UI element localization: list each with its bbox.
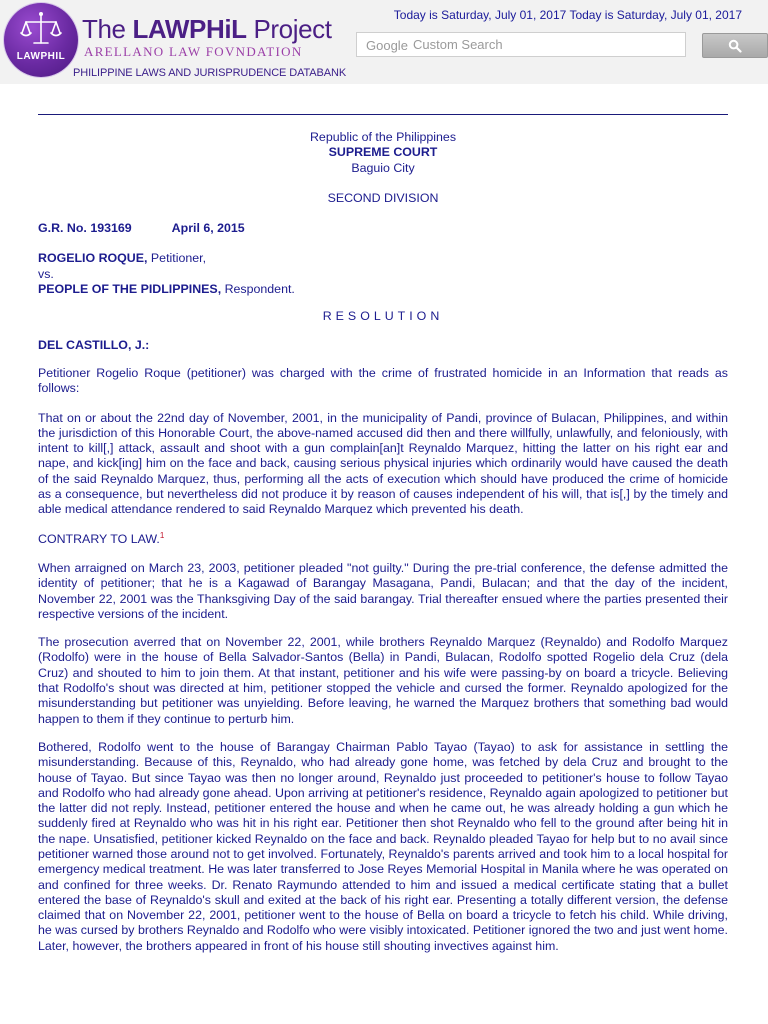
division-line: SECOND DIVISION — [327, 190, 439, 205]
paragraph-intro: Petitioner Rogelio Roque (petitioner) was charged with the crime of frustrated homicide in an Information that reads as follows: — [38, 365, 728, 396]
document-body — [38, 130, 728, 954]
site-title-bold: LAWPHiL — [132, 14, 247, 44]
court-city: Baguio City — [351, 160, 415, 175]
scales-of-justice-icon — [4, 3, 78, 77]
case-parties — [38, 251, 728, 297]
logo-text: LAWPHIL — [16, 51, 66, 62]
decision-date: April 6, 2015 — [171, 221, 245, 236]
google-brand-label: Google — [366, 38, 408, 53]
resolution-heading: RESOLUTION — [322, 309, 444, 324]
site-title[interactable] — [82, 14, 332, 44]
search-icon — [728, 39, 742, 53]
date-line: Today is Saturday, July 01, 2017 Today is Saturday, July 01, 2017 — [393, 8, 742, 22]
case-number-line — [38, 221, 728, 236]
court-header — [38, 130, 728, 206]
header-divider — [38, 114, 728, 115]
respondent-name: PEOPLE OF THE PIDLIPPINES, — [38, 282, 222, 297]
paragraph-prosecution: The prosecution averred that on November 22, 2001, while brothers Reynaldo Marquez (Reynaldo) and Rodolfo Marquez (Rodolfo) were in the house of Bella Salvador-Santos (Bella) in Pandi, Bulacan, Rodolfo spotted Rogelio dela Cruz (dela Cruz) and shouted to him to join them. At that instant, petitioner and his wife were passing-by on board a tricycle. Believing that Rodolfo's shout was directed at him, petitioner stopped the vehicle and cursed the former. Reynaldo apologized for the misunderstanding but petitioner was unyielding. Before leaving, he warned the Marquez brothers that something bad would happen to them if they continue to perturb him. — [38, 635, 728, 726]
search-button[interactable] — [702, 33, 768, 58]
footnote-link[interactable]: 1 — [159, 530, 165, 540]
petitioner-line — [38, 251, 728, 266]
paragraph-information: That on or about the 22nd day of November, 2001, in the municipality of Pandi, province of Bulacan, Philippines, and within the jurisdiction of this Honorable Court, the above-named accused did then and there willfully, unlawfully, and feloniously, with intent to kill[,] attack, assault and shoot with a gun complain[an]t Reynaldo Marquez, hitting the latter on his right ear and nape, and kick[ing] him on the face and back, causing serious physical injuries which ordinarily would have caused the death of the said Reynaldo Marquez, thus, performing all the acts of execution which should have produced the crime of homicide as a consequence, but nevertheless did not produce it by reason of causes independent of his will, that is[,] by the timely and able medical attendance rendered to said Reynaldo Marquez which prevented his death. — [38, 410, 728, 517]
site-header — [0, 0, 768, 84]
republic-line: Republic of the Philippines — [309, 130, 457, 144]
search-input[interactable] — [357, 33, 685, 56]
court-name: SUPREME COURT — [328, 145, 438, 160]
respondent-line — [38, 282, 728, 297]
respondent-role: Respondent. — [221, 282, 295, 297]
contrary-text: CONTRARY TO LAW. — [38, 531, 160, 546]
site-title-post: Project — [246, 14, 332, 44]
paragraph-arraignment: When arraigned on March 23, 2003, petitioner pleaded "not guilty." During the pre-trial conference, the defense admitted the identity of petitioner; that he is a Kagawad of Barangay Masagana, Pandi, Bulacan; and that the day of the incident, November 22, 2001 was the Thanksgiving Day of the said barangay. Trial thereafter ensued where the parties presented their respective versions of the incident. — [38, 560, 728, 621]
site-tagline: PHILIPPINE LAWS AND JURISPRUDENCE DATABANK — [73, 67, 347, 79]
petitioner-name: ROGELIO ROQUE, — [38, 251, 148, 266]
paragraph-contrary — [38, 532, 728, 547]
ponente: DEL CASTILLO, J.: — [38, 337, 150, 352]
site-subtitle: ARELLANO LAW FOVNDATION — [84, 44, 303, 59]
petitioner-role: Petitioner, — [147, 251, 207, 266]
site-title-pre: The — [82, 14, 133, 44]
gr-number: G.R. No. 193169 — [38, 221, 132, 236]
lawphil-logo[interactable] — [4, 3, 78, 77]
versus-line: vs. — [38, 266, 54, 281]
paragraph-bothered: Bothered, Rodolfo went to the house of Barangay Chairman Pablo Tayao (Tayao) to ask for assistance in settling the misunderstanding. Because of this, Reynaldo, who had already gone home, was fetched by dela Cruz and brought to the house of Tayao. But since Tayao was then no longer around, Reynaldo just proceeded to petitioner's house to follow Tayao and Rodolfo who had already gone ahead. Upon arriving at petitioner's residence, Reynaldo again apologized to petitioner but the latter did not reply. Instead, petitioner entered the house and when he came out, he was already holding a gun which he suddenly fired at Reynaldo who was hit in his right ear. Petitioner then shot Reynaldo who fell to the ground after being hit in the nape. Unsatisfied, petitioner kicked Reynaldo on the face and back. Reynaldo pleaded Tayao for help but to no avail since petitioner warned those around not to get involved. Fortunately, Reynaldo's parents arrived and took him to a local hospital for emergency medical treatment. He was later transferred to Jose Reyes Memorial Hospital in Manila where he was operated on and confined for three weeks. Dr. Renato Raymundo attended to him and issued a medical certificate stating that a bullet entered the base of Reynaldo's skull and exited at the back of his right ear. Presenting a totally different version, the defense claimed that on November 22, 2001, petitioner went to the house of Bella on board a tricycle to fetch his child. While driving, he was cursed by brothers Reynaldo and Rodolfo who were visibly intoxicated. Petitioner ignored the two and just went home. Later, however, the brothers appeared in front of his house still shouting invectives against him. — [38, 739, 728, 953]
search-box — [356, 32, 686, 57]
